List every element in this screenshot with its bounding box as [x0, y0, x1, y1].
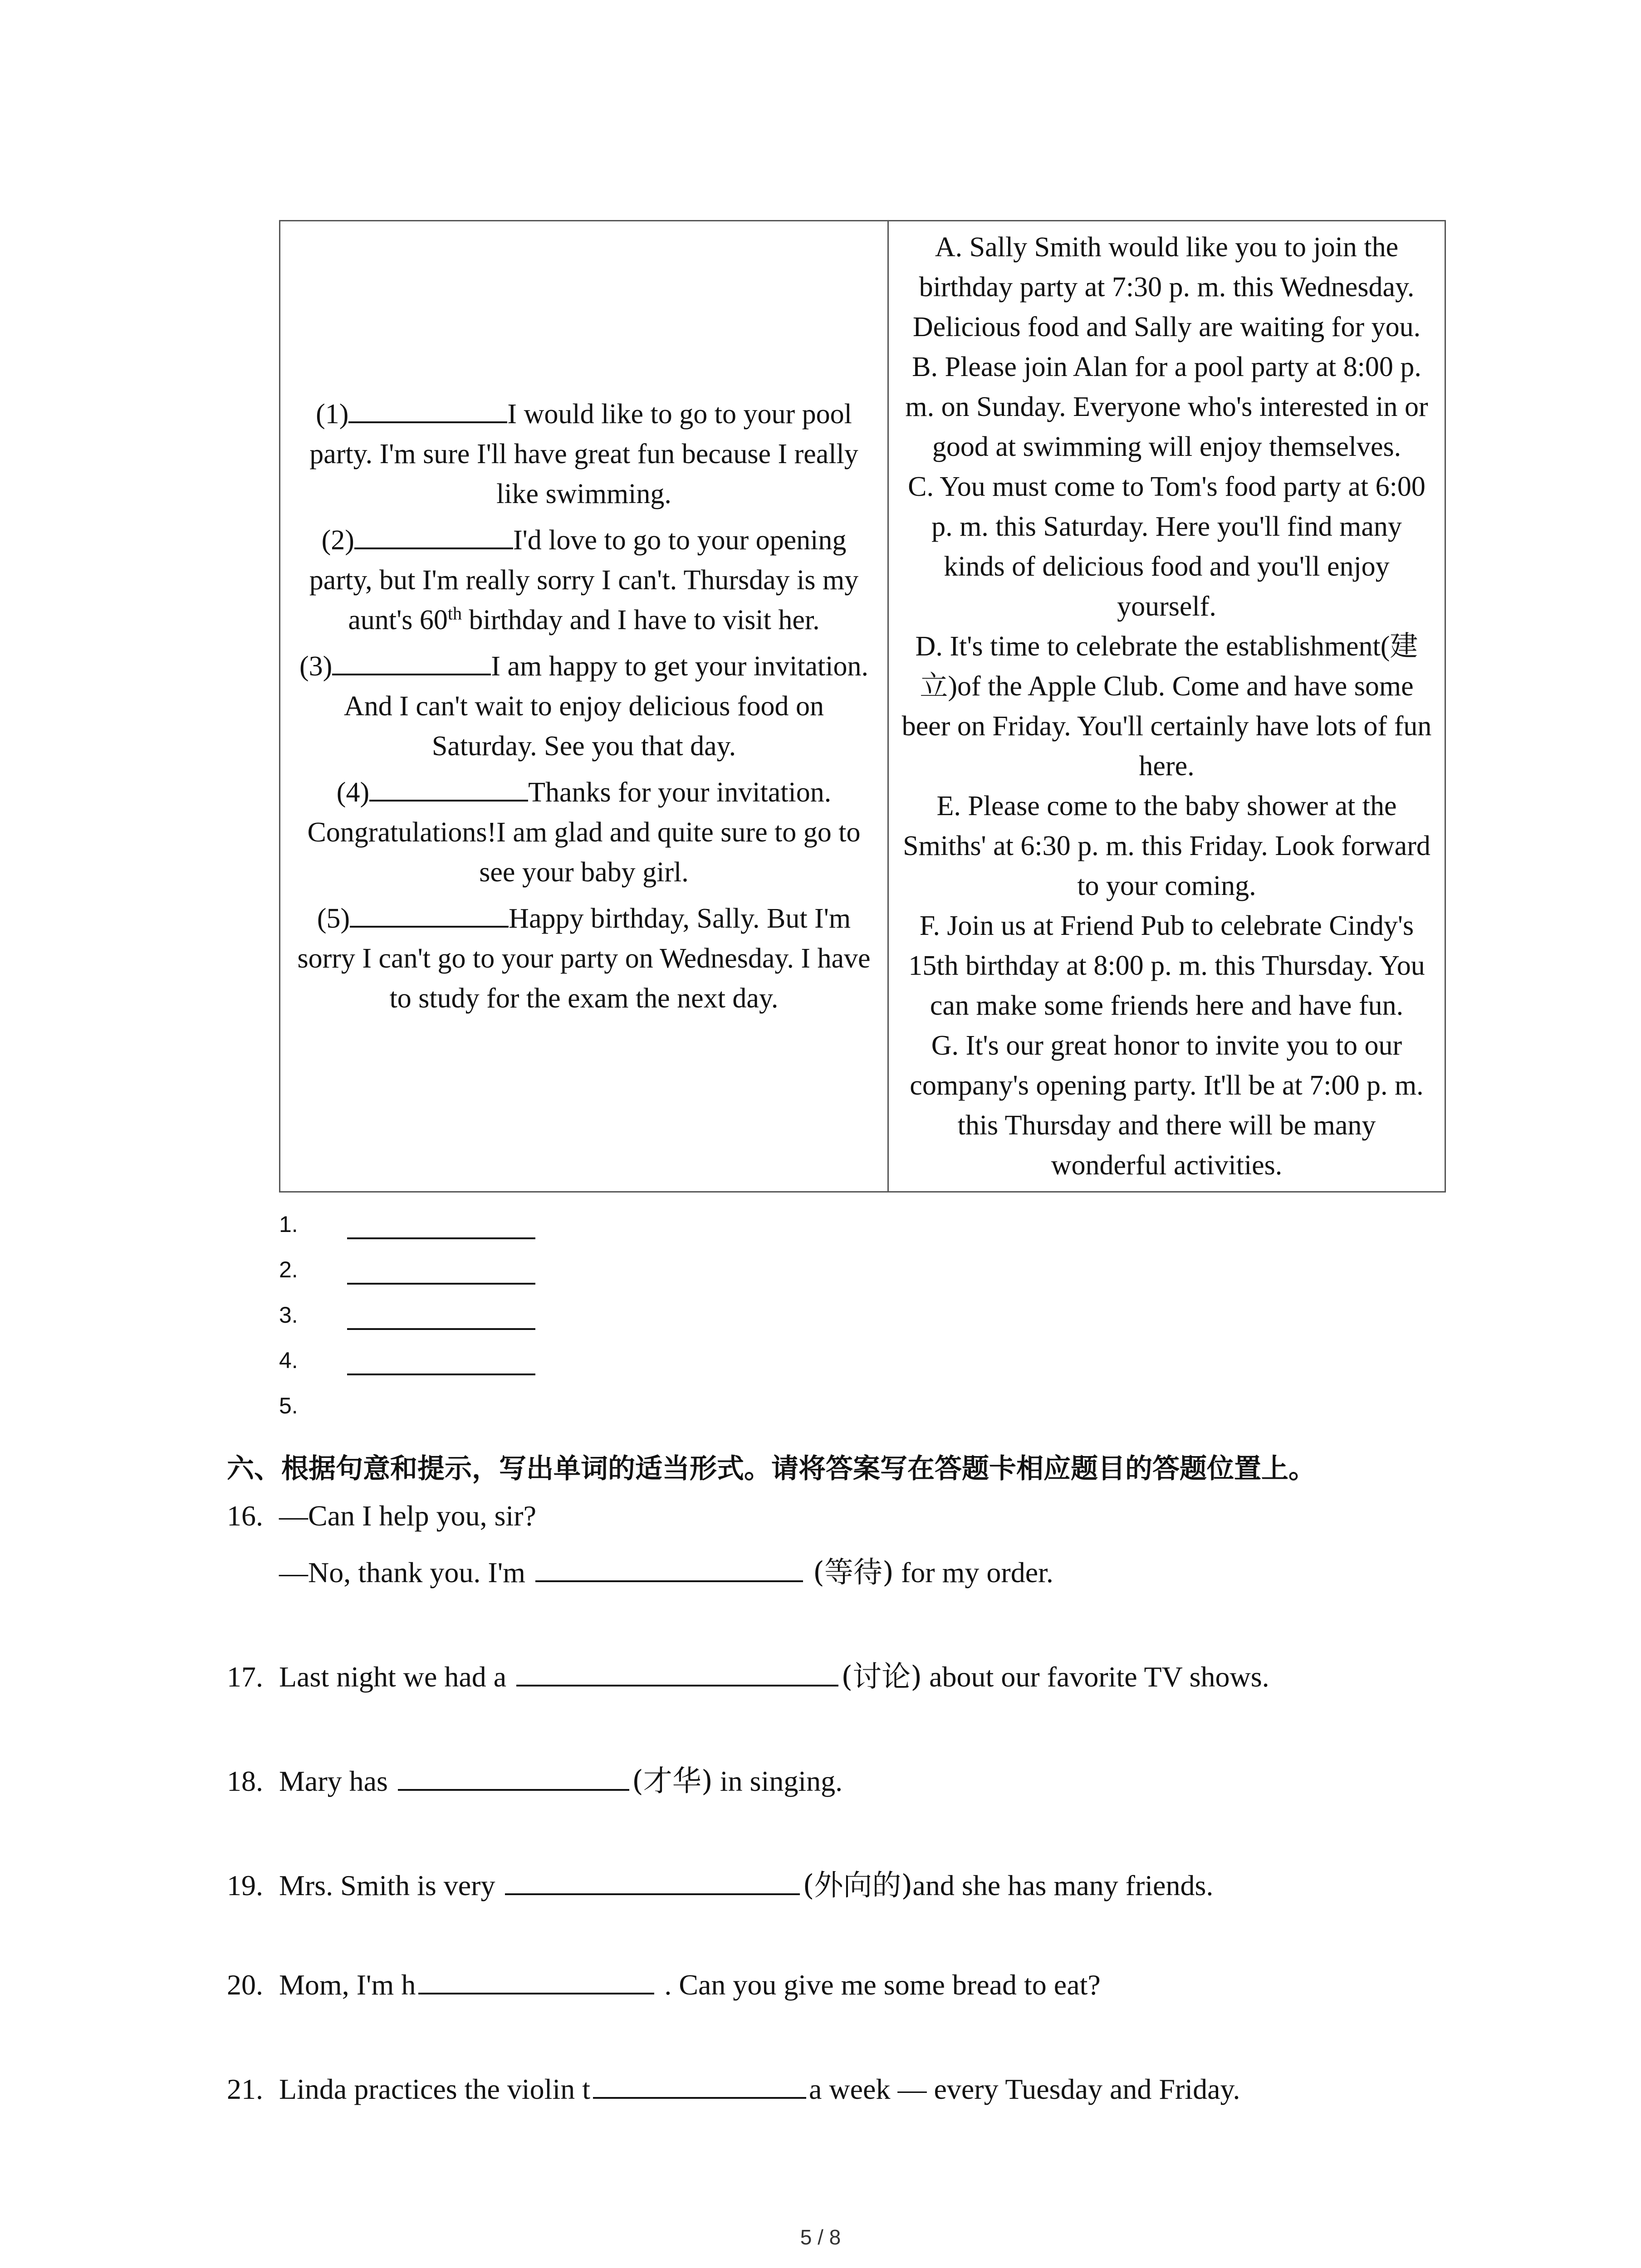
hint-text: (才华): [632, 1765, 713, 1798]
question-text: Mrs. Smith is very: [279, 1869, 495, 1901]
question-21: [227, 2071, 1240, 2106]
question-number: 17.: [227, 1661, 263, 1693]
response-text: Thanks for your invitation. Congratulations!I am glad and quite sure to go to see your baby girl.: [307, 777, 861, 888]
answer-number: 2.: [279, 1257, 298, 1282]
response-item: [291, 646, 877, 766]
question-text: a week — every Tuesday and Friday.: [809, 2073, 1240, 2105]
answer-number: 5.: [279, 1393, 298, 1418]
invitation-option: B. Please join Alan for a pool party at 8:00 p. m. on Sunday. Everyone who's interested in or good at swimming will enjoy themselves.: [905, 352, 1428, 462]
answer-blank[interactable]: [593, 2071, 806, 2099]
question-text: in singing.: [720, 1765, 843, 1797]
question-16-response: [279, 1549, 1053, 1591]
question-number: 19.: [227, 1869, 263, 1901]
response-number: (4): [336, 777, 370, 808]
answer-row: [279, 1338, 642, 1383]
invitation-option: E. Please come to the baby shower at the Smiths' at 6:30 p. m. this Friday. Look forward to your coming.: [903, 791, 1430, 901]
response-item: [291, 772, 877, 892]
question-text: about our favorite TV shows.: [929, 1661, 1269, 1693]
question-text: Last night we had a: [279, 1661, 507, 1693]
response-text: birthday and I have to visit her.: [462, 605, 820, 635]
answer-line[interactable]: [347, 1237, 535, 1239]
response-item: [291, 520, 877, 640]
answer-row: [279, 1247, 642, 1293]
invitation-option: F. Join us at Friend Pub to celebrate Cindy's 15th birthday at 8:00 p. m. this Thursday. You can make some friends here and have fun.: [908, 910, 1425, 1021]
question-text: and she has many friends.: [912, 1869, 1214, 1901]
answer-blank[interactable]: [516, 1658, 838, 1686]
question-19: [227, 1862, 1213, 1904]
answer-blank[interactable]: [369, 772, 528, 802]
answer-blank[interactable]: [348, 394, 507, 423]
section-heading: 六、根据句意和提示，写出单词的适当形式。请将答案写在答题卡相应题目的答题位置上。: [227, 1453, 1316, 1485]
answer-blank[interactable]: [398, 1763, 629, 1791]
answer-row: [279, 1383, 642, 1429]
question-number: 16.: [227, 1500, 263, 1532]
question-18: [227, 1758, 843, 1799]
question-text: —Can I help you, sir?: [279, 1500, 536, 1532]
answer-blank[interactable]: [535, 1554, 803, 1582]
answer-blank[interactable]: [418, 1966, 654, 1994]
response-number: (5): [317, 903, 350, 934]
page-number: 5 / 8: [800, 2225, 841, 2249]
invitation-option: C. You must come to Tom's food party at 6:00 p. m. this Saturday. Here you'll find many kinds of delicious food and you'll enjoy yourself.: [908, 471, 1425, 622]
answer-number: 4.: [279, 1348, 298, 1373]
answer-row: [279, 1293, 642, 1338]
invitation-option: G. It's our great honor to invite you to our company's opening party. It'll be at 7:00 p. m. this Thursday and there will be many wonderful activities.: [910, 1030, 1424, 1181]
response-text: I'd love to go to your opening party, but I'm really sorry I can't. Thursday is my aunt's 60: [309, 525, 859, 635]
superscript: th: [447, 603, 462, 624]
answer-line[interactable]: [347, 1374, 535, 1375]
question-text: Mom, I'm h: [279, 1969, 416, 2001]
answer-blank[interactable]: [505, 1867, 800, 1895]
invitations-column: [888, 221, 1445, 1192]
answer-number: 1.: [279, 1212, 298, 1237]
response-number: (1): [316, 399, 349, 430]
invitation-option: A. Sally Smith would like you to join the birthday party at 7:30 p. m. this Wednesday. Delicious food and Sally are waiting for you.: [912, 232, 1421, 342]
question-text: . Can you give me some bread to eat?: [664, 1969, 1101, 2001]
response-number: (2): [321, 525, 354, 556]
hint-text: (等待): [813, 1556, 894, 1589]
hint-text: (讨论): [841, 1660, 922, 1694]
question-17: [227, 1653, 1269, 1695]
question-number: 21.: [227, 2073, 263, 2105]
response-text: Happy birthday, Sally. But I'm sorry I can't go to your party on Wednesday. I have to study for the exam the next day.: [297, 903, 871, 1014]
response-number: (3): [299, 651, 333, 682]
answer-number: 3.: [279, 1302, 298, 1328]
question-text: Linda practices the violin t: [279, 2073, 590, 2105]
question-number: 18.: [227, 1765, 263, 1797]
responses-column: [280, 221, 888, 1192]
response-item: [291, 394, 877, 514]
response-text: I am happy to get your invitation. And I can't wait to enjoy delicious food on Saturday. See you that day.: [343, 651, 868, 762]
hint-text: (外向的): [803, 1869, 913, 1902]
answer-blank[interactable]: [332, 646, 491, 675]
answer-line[interactable]: [347, 1328, 535, 1330]
answer-row: [279, 1202, 642, 1247]
question-16: [227, 1499, 536, 1533]
matching-table: [279, 220, 1446, 1193]
question-number: 20.: [227, 1969, 263, 2001]
answer-line[interactable]: [347, 1283, 535, 1285]
question-text: for my order.: [901, 1556, 1053, 1589]
answer-list: [279, 1202, 642, 1429]
answer-blank[interactable]: [354, 520, 513, 549]
answer-blank[interactable]: [350, 899, 509, 928]
question-text: —No, thank you. I'm: [279, 1556, 526, 1589]
response-item: [291, 899, 877, 1018]
response-text: I would like to go to your pool party. I'm sure I'll have great fun because I really like swimming.: [309, 399, 858, 509]
question-text: Mary has: [279, 1765, 388, 1797]
invitation-option: D. It's time to celebrate the establishment(建立)of the Apple Club. Come and have some beer on Friday. You'll certainly have lots of fun here.: [901, 631, 1432, 782]
question-20: [227, 1966, 1101, 2002]
